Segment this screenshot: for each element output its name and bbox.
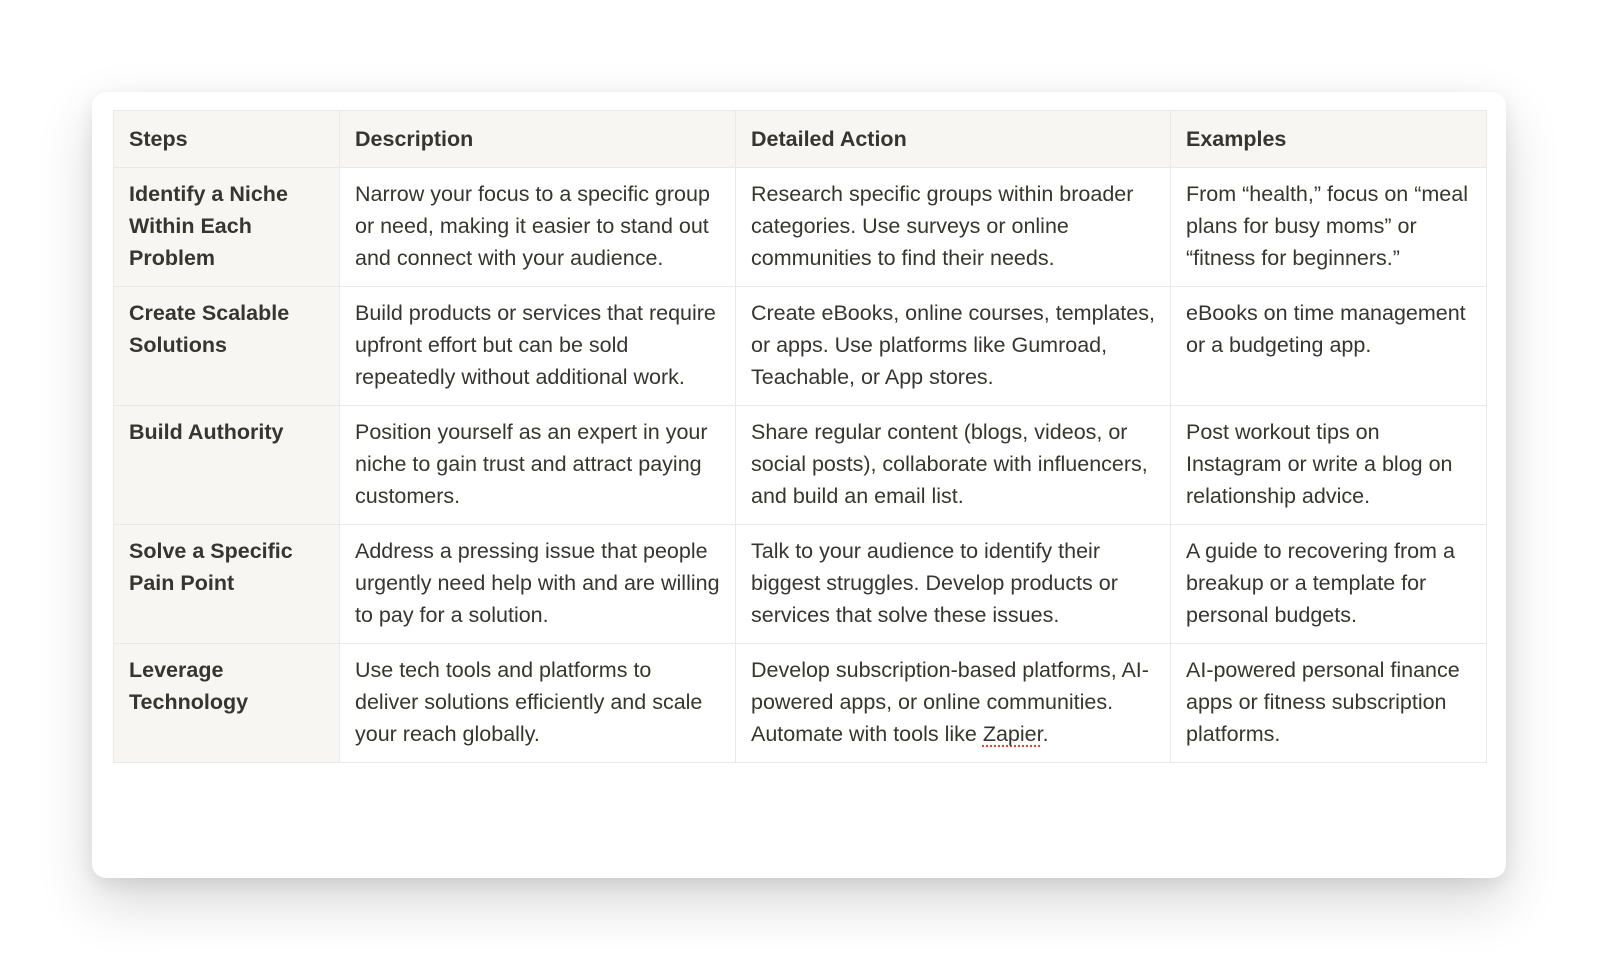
example-cell[interactable]: Post workout tips on Instagram or write a blog on relationship advice. <box>1171 406 1487 525</box>
column-header-examples[interactable]: Examples <box>1171 111 1487 168</box>
step-cell[interactable]: Identify a Niche Within Each Problem <box>114 168 340 287</box>
action-cell[interactable]: Share regular content (blogs, videos, or social posts), collaborate with influencers, and build an email list. <box>736 406 1171 525</box>
step-cell[interactable]: Build Authority <box>114 406 340 525</box>
example-cell[interactable]: From “health,” focus on “meal plans for busy moms” or “fitness for beginners.” <box>1171 168 1487 287</box>
table-row <box>114 168 1487 287</box>
step-cell[interactable]: Create Scalable Solutions <box>114 287 340 406</box>
action-cell[interactable]: Research specific groups within broader categories. Use surveys or online communities to find their needs. <box>736 168 1171 287</box>
table-row <box>114 644 1487 763</box>
example-cell[interactable]: A guide to recovering from a breakup or a template for personal budgets. <box>1171 525 1487 644</box>
description-cell[interactable]: Build products or services that require upfront effort but can be sold repeatedly without additional work. <box>340 287 736 406</box>
table-row <box>114 525 1487 644</box>
example-cell[interactable]: eBooks on time management or a budgeting app. <box>1171 287 1487 406</box>
table-row <box>114 287 1487 406</box>
step-cell[interactable]: Leverage Technology <box>114 644 340 763</box>
steps-table <box>113 110 1487 763</box>
column-header-steps[interactable]: Steps <box>114 111 340 168</box>
description-cell[interactable]: Narrow your focus to a specific group or need, making it easier to stand out and connect with your audience. <box>340 168 736 287</box>
action-text: Develop subscription-based platforms, AI-powered apps, or online communities. Automate with tools like <box>751 658 1149 746</box>
action-text-end: . <box>1042 722 1049 746</box>
table-card <box>92 92 1506 878</box>
description-cell[interactable]: Position yourself as an expert in your niche to gain trust and attract paying customers. <box>340 406 736 525</box>
table-header-row <box>114 111 1487 168</box>
description-cell[interactable]: Address a pressing issue that people urgently need help with and are willing to pay for a solution. <box>340 525 736 644</box>
step-cell[interactable]: Solve a Specific Pain Point <box>114 525 340 644</box>
table-row <box>114 406 1487 525</box>
action-cell[interactable] <box>736 644 1171 763</box>
action-cell[interactable]: Create eBooks, online courses, templates, or apps. Use platforms like Gumroad, Teachable, or App stores. <box>736 287 1171 406</box>
column-header-description[interactable]: Description <box>340 111 736 168</box>
example-cell[interactable]: AI-powered personal finance apps or fitness subscription platforms. <box>1171 644 1487 763</box>
action-cell[interactable]: Talk to your audience to identify their biggest struggles. Develop products or services that solve these issues. <box>736 525 1171 644</box>
spellcheck-flagged-word[interactable]: Zapier <box>982 722 1043 746</box>
description-cell[interactable]: Use tech tools and platforms to deliver solutions efficiently and scale your reach globally. <box>340 644 736 763</box>
column-header-detailed-action[interactable]: Detailed Action <box>736 111 1171 168</box>
